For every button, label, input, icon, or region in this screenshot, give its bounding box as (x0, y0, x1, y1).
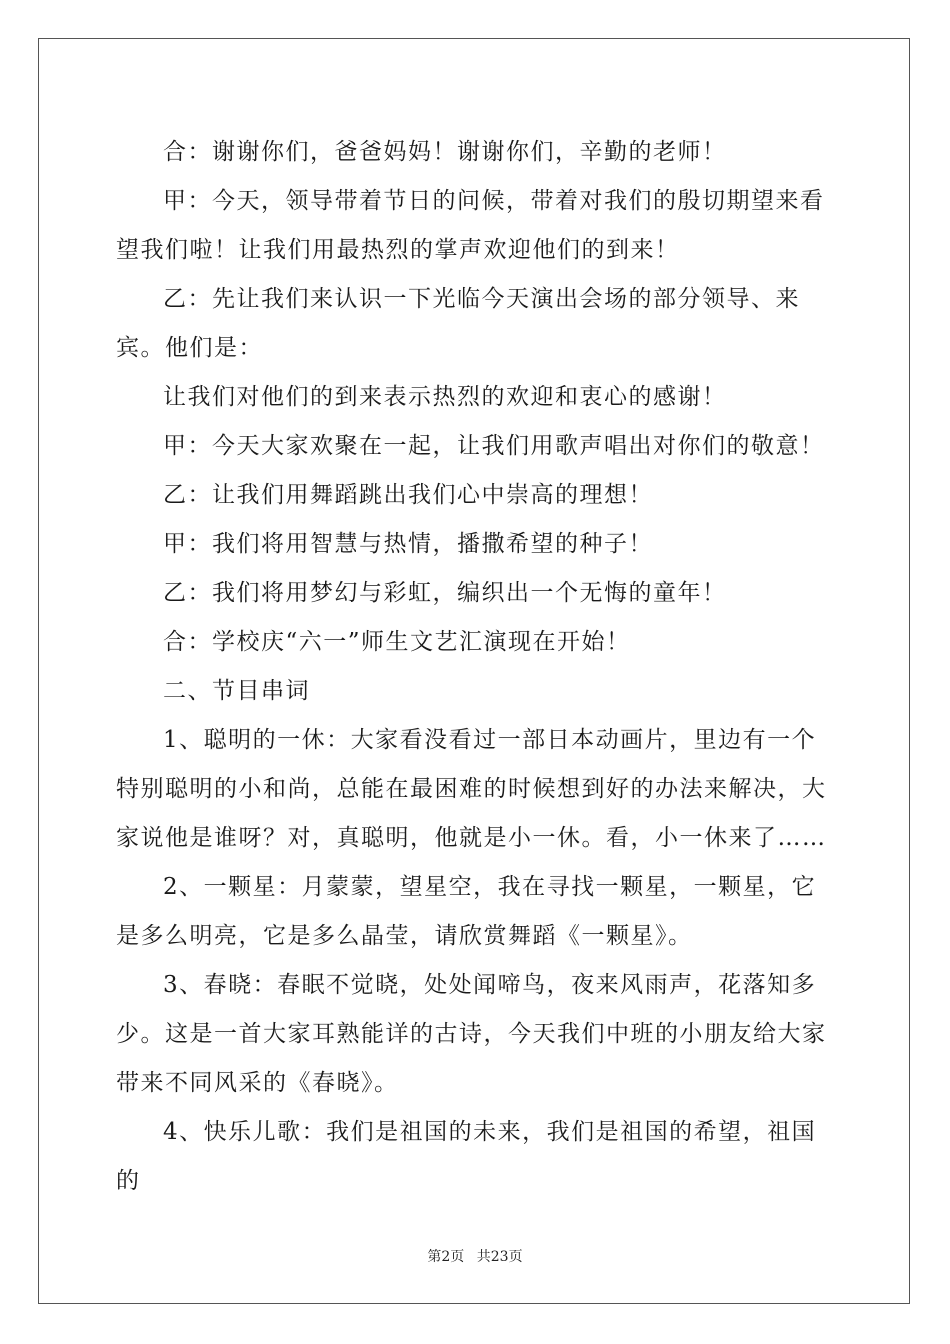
page-number: 第2页 (427, 1249, 465, 1265)
paragraph: 让我们对他们的到来表示热烈的欢迎和衷心的感谢！ (163, 384, 727, 410)
paragraph: 1、聪明的一休：大家看没看过一部日本动画片，里边有一个特别聪明的小和尚，总能在最困难的时候想到好的办法来解决，大家说他是谁呀？对，真聪明，他就是小一休。看，小一休来了…… (116, 727, 827, 851)
paragraph: 2、一颗星：月蒙蒙，望星空，我在寻找一颗星，一颗星，它是多么明亮，它是多么晶莹，请欣赏舞蹈《一颗星》。 (116, 874, 817, 949)
paragraph: 合：谢谢你们，爸爸妈妈！谢谢你们，辛勤的老师！ (163, 139, 727, 165)
page-footer (0, 1246, 950, 1266)
paragraph: 甲：今天大家欢聚在一起，让我们用歌声唱出对你们的敬意！ (163, 433, 825, 459)
paragraph: 合：学校庆“六一”师生文艺汇演现在开始！ (163, 629, 631, 655)
paragraph: 4、快乐儿歌：我们是祖国的未来，我们是祖国的希望，祖国的 (116, 1119, 817, 1194)
paragraph: 3、春晓：春眠不觉晓，处处闻啼鸟，夜来风雨声，花落知多少。这是一首大家耳熟能详的古诗，今天我们中班的小朋友给大家带来不同风采的《春晓》。 (116, 972, 827, 1096)
page-total: 共23页 (476, 1249, 523, 1265)
paragraph: 乙：我们将用梦幻与彩虹，编织出一个无悔的童年！ (163, 580, 727, 606)
paragraph: 甲：今天，领导带着节日的问候，带着对我们的殷切期望来看望我们啦！让我们用最热烈的掌声欢迎他们的到来！ (116, 188, 825, 263)
paragraph: 甲：我们将用智慧与热情，播撒希望的种子！ (163, 531, 653, 557)
paragraph: 乙：让我们用舞蹈跳出我们心中崇高的理想！ (163, 482, 653, 508)
paragraph: 乙：先让我们来认识一下光临今天演出会场的部分领导、来宾。他们是： (116, 286, 800, 361)
section-heading: 二、节目串词 (163, 678, 310, 704)
document-body (116, 128, 832, 1206)
